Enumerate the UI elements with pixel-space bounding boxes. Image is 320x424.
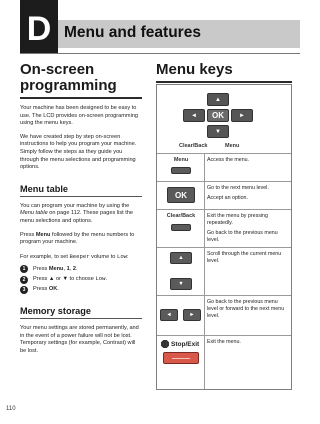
header-rule — [20, 53, 300, 54]
key-description: Exit the menu by pressing repeatedly. Go back to the previous menu level. — [207, 213, 278, 243]
stop-key-highlight — [172, 358, 190, 359]
right-arrow-key[interactable] — [231, 109, 253, 122]
steps-list — [20, 265, 142, 294]
key-row-menu — [157, 153, 291, 181]
step-item: 2 Press ▲ or ▼ to choose Low. — [20, 275, 142, 284]
up-arrow-icon: ▲ — [215, 96, 221, 103]
chapter-tab — [20, 0, 58, 53]
section-rule — [20, 97, 142, 99]
section-rule — [156, 81, 292, 83]
key-description: Exit the menu. — [207, 339, 241, 345]
subsection-rule — [20, 318, 142, 319]
down-arrow-key-small[interactable] — [170, 278, 192, 290]
down-arrow-key[interactable] — [207, 125, 229, 138]
menu-table-link[interactable]: Menu table — [20, 210, 48, 217]
left-arrow-icon: ◄ — [166, 312, 172, 318]
key-cell — [157, 182, 205, 209]
stop-exit-key[interactable] — [163, 352, 199, 364]
section-title-menu-keys: Menu keys — [156, 61, 233, 78]
key-row-up-down — [157, 247, 291, 295]
chapter-letter: D — [26, 10, 52, 48]
key-row-stop-exit — [157, 335, 291, 389]
step-number-badge: 1 — [20, 265, 28, 273]
stop-exit-key-label: Stop/Exit — [171, 340, 200, 348]
clear-back-key-label: Clear/Back — [166, 213, 196, 219]
chapter-header-band — [58, 20, 300, 48]
ok-key[interactable]: OK — [207, 109, 229, 122]
key-cell — [157, 336, 205, 389]
up-arrow-icon: ▲ — [178, 255, 184, 261]
right-column — [156, 62, 292, 83]
menu-table-paragraph-3: For example, to set Beeper volume to Low: — [20, 252, 129, 260]
step-item: 3 Press OK. — [20, 286, 142, 294]
intro-paragraph-1: Your machine has been designed to be easy to use. The LCD provides on-screen programming using the menu keys. — [20, 105, 139, 127]
chapter-title: Menu and features — [64, 24, 201, 41]
section-title-on-screen-programming: On-screen programming — [20, 61, 117, 94]
subsection-title-menu-table: Menu table — [20, 183, 68, 194]
down-arrow-icon: ▼ — [215, 128, 221, 135]
key-cell — [157, 154, 205, 181]
left-arrow-key-small[interactable] — [160, 309, 178, 321]
page-number: 110 — [6, 406, 16, 412]
subsection-rule — [20, 196, 142, 197]
stop-exit-label-group — [161, 340, 205, 348]
step-number-badge: 2 — [20, 276, 28, 284]
right-arrow-icon: ► — [189, 312, 195, 318]
left-column — [20, 62, 142, 355]
key-row-ok — [157, 181, 291, 209]
up-arrow-key-small[interactable] — [170, 252, 192, 264]
menu-keys-table — [156, 84, 292, 390]
stop-icon — [161, 340, 169, 348]
key-description: Scroll through the current menu level. — [207, 251, 282, 264]
clear-back-key[interactable] — [171, 224, 191, 231]
right-arrow-key-small[interactable] — [183, 309, 201, 321]
step-item: 1 Press Menu, 1, 2. — [20, 265, 142, 273]
menu-table-paragraph-1: You can program your machine by using the Menu table on page 112. These pages list the menu selections and options. — [20, 202, 134, 224]
subsection-title-memory-storage: Memory storage — [20, 305, 91, 316]
key-description: Go back to the previous menu level or forward to the next menu level. — [207, 299, 285, 319]
clear-back-caption: Clear/Back — [179, 143, 208, 149]
key-row-clear-back — [157, 209, 291, 247]
key-cell — [157, 210, 205, 247]
left-arrow-key[interactable] — [183, 109, 205, 122]
key-description: Access the menu. — [207, 157, 250, 163]
menu-key[interactable] — [171, 167, 191, 174]
menu-table-paragraph-2: Press Menu followed by the menu numbers to program your machine. — [20, 231, 135, 246]
menu-key-label: Menu — [173, 157, 189, 163]
menu-caption: Menu — [225, 143, 240, 149]
down-arrow-icon: ▼ — [178, 281, 184, 287]
key-description: Go to the next menu level. Accept an option. — [207, 185, 269, 201]
left-arrow-icon: ◄ — [191, 112, 197, 119]
right-arrow-icon: ► — [239, 112, 245, 119]
key-cell — [157, 296, 205, 335]
control-panel-illustration — [157, 85, 291, 153]
intro-paragraph-2: We have created step by step on-screen instructions to help you program your machine. Simply follow the steps as they guide you through the menu selections and programming options. — [20, 133, 137, 171]
step-number-badge: 3 — [20, 286, 28, 294]
key-cell — [157, 248, 205, 295]
up-arrow-key[interactable] — [207, 93, 229, 106]
memory-paragraph: Your menu settings are stored permanently, and in the event of a power failure will not be lost. Temporary settings (for example, Contrast) will be lost. — [20, 324, 139, 354]
ok-key-small[interactable]: OK — [167, 187, 195, 203]
key-row-left-right — [157, 295, 291, 335]
